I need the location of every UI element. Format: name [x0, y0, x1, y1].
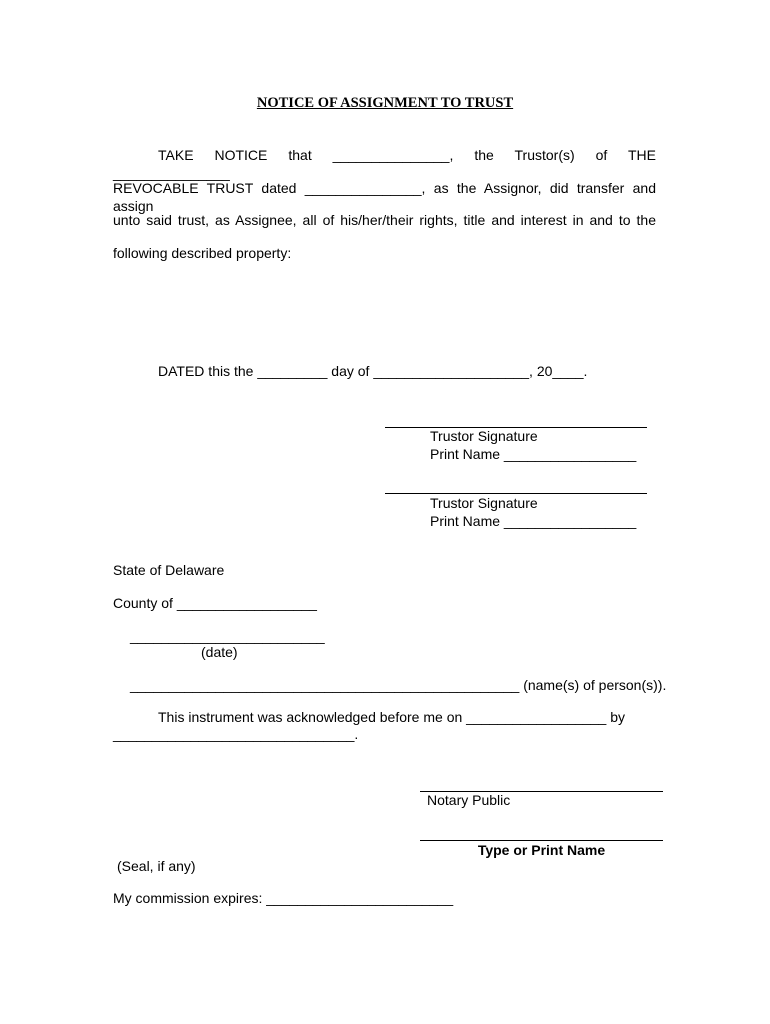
- county-line: County of __________________: [113, 595, 317, 611]
- body-line-4: following described property:: [113, 245, 292, 261]
- seal-label: (Seal, if any): [117, 858, 196, 874]
- document-title: NOTICE OF ASSIGNMENT TO TRUST: [256, 95, 514, 111]
- type-or-print-name-label: Type or Print Name: [477, 842, 606, 858]
- body-line-1: TAKE NOTICE that _______________, the Trustor(s) of THE _______________: [113, 147, 656, 181]
- notary-public-label: Notary Public: [427, 792, 511, 808]
- dated-line: DATED this the _________ day of ____________________, 20____.: [158, 363, 588, 379]
- trustor-signature-label-1: Trustor Signature: [430, 428, 538, 444]
- date-label: (date): [201, 644, 238, 660]
- date-blank: _________________________: [130, 628, 325, 644]
- print-name-line-1: Print Name _________________: [430, 446, 637, 462]
- commission-expires-line: My commission expires: ________________________: [113, 890, 454, 906]
- names-line: __________________________________________________ (name(s) of person(s)).: [130, 677, 667, 693]
- state-label: State of Delaware: [113, 562, 225, 578]
- body-line-3: unto said trust, as Assignee, all of his/her/their rights, title and interest in and to the: [113, 212, 656, 228]
- print-name-line-2: Print Name _________________: [430, 513, 637, 529]
- trustor-signature-label-2: Trustor Signature: [430, 495, 538, 511]
- body-line-2: REVOCABLE TRUST dated _______________, as the Assignor, did transfer and assign: [113, 180, 656, 214]
- instrument-line-2: _______________________________.: [113, 726, 359, 742]
- instrument-line-1: This instrument was acknowledged before me on __________________ by: [158, 709, 625, 725]
